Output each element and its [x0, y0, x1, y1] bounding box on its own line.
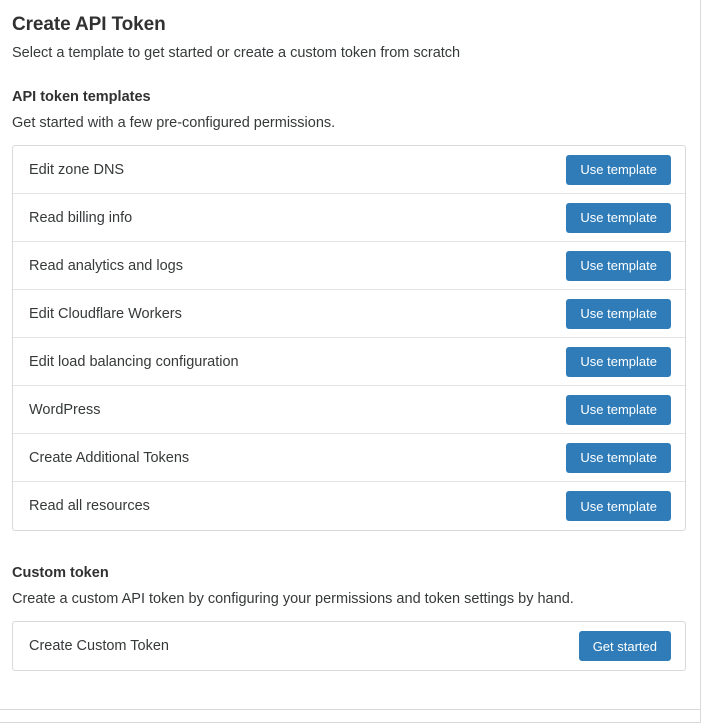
use-template-button[interactable]: Use template: [566, 155, 671, 185]
use-template-button[interactable]: Use template: [566, 299, 671, 329]
table-row: [13, 290, 685, 338]
custom-token-section: [12, 565, 686, 671]
use-template-button[interactable]: Use template: [566, 251, 671, 281]
use-template-button[interactable]: Use template: [566, 443, 671, 473]
custom-section-description: Create a custom API token by configuring your permissions and token settings by hand.: [12, 591, 574, 607]
table-row: [13, 338, 685, 386]
table-row: [13, 434, 685, 482]
template-name: Read analytics and logs: [29, 257, 183, 274]
get-started-button[interactable]: Get started: [579, 631, 671, 661]
use-template-button[interactable]: Use template: [566, 491, 671, 521]
custom-token-card: [12, 621, 686, 671]
template-name: Edit Cloudflare Workers: [29, 305, 182, 322]
template-name: Create Additional Tokens: [29, 449, 190, 466]
template-name: Read all resources: [29, 498, 150, 514]
table-row: [13, 482, 685, 530]
template-name: WordPress: [29, 401, 101, 418]
templates-section-title: API token templates: [12, 89, 151, 105]
template-name: Edit load balancing configuration: [29, 353, 239, 370]
page-bottom-divider: [0, 709, 700, 722]
page-title: Create API Token: [12, 14, 166, 35]
table-row: [13, 622, 685, 670]
page-subtitle: Select a template to get started or create a custom token from scratch: [12, 45, 461, 61]
custom-section-title: Custom token: [12, 565, 109, 581]
table-row: [13, 194, 685, 242]
templates-section-description: Get started with a few pre-configured permissions.: [12, 115, 336, 131]
api-token-templates-list: [12, 145, 686, 531]
template-name: Edit zone DNS: [29, 161, 125, 178]
use-template-button[interactable]: Use template: [566, 347, 671, 377]
table-row: [13, 386, 685, 434]
template-name: Read billing info: [29, 209, 133, 226]
table-row: [13, 242, 685, 290]
use-template-button[interactable]: Use template: [566, 395, 671, 425]
table-row: [13, 146, 685, 194]
custom-token-label: Create Custom Token: [29, 638, 169, 654]
use-template-button[interactable]: Use template: [566, 203, 671, 233]
